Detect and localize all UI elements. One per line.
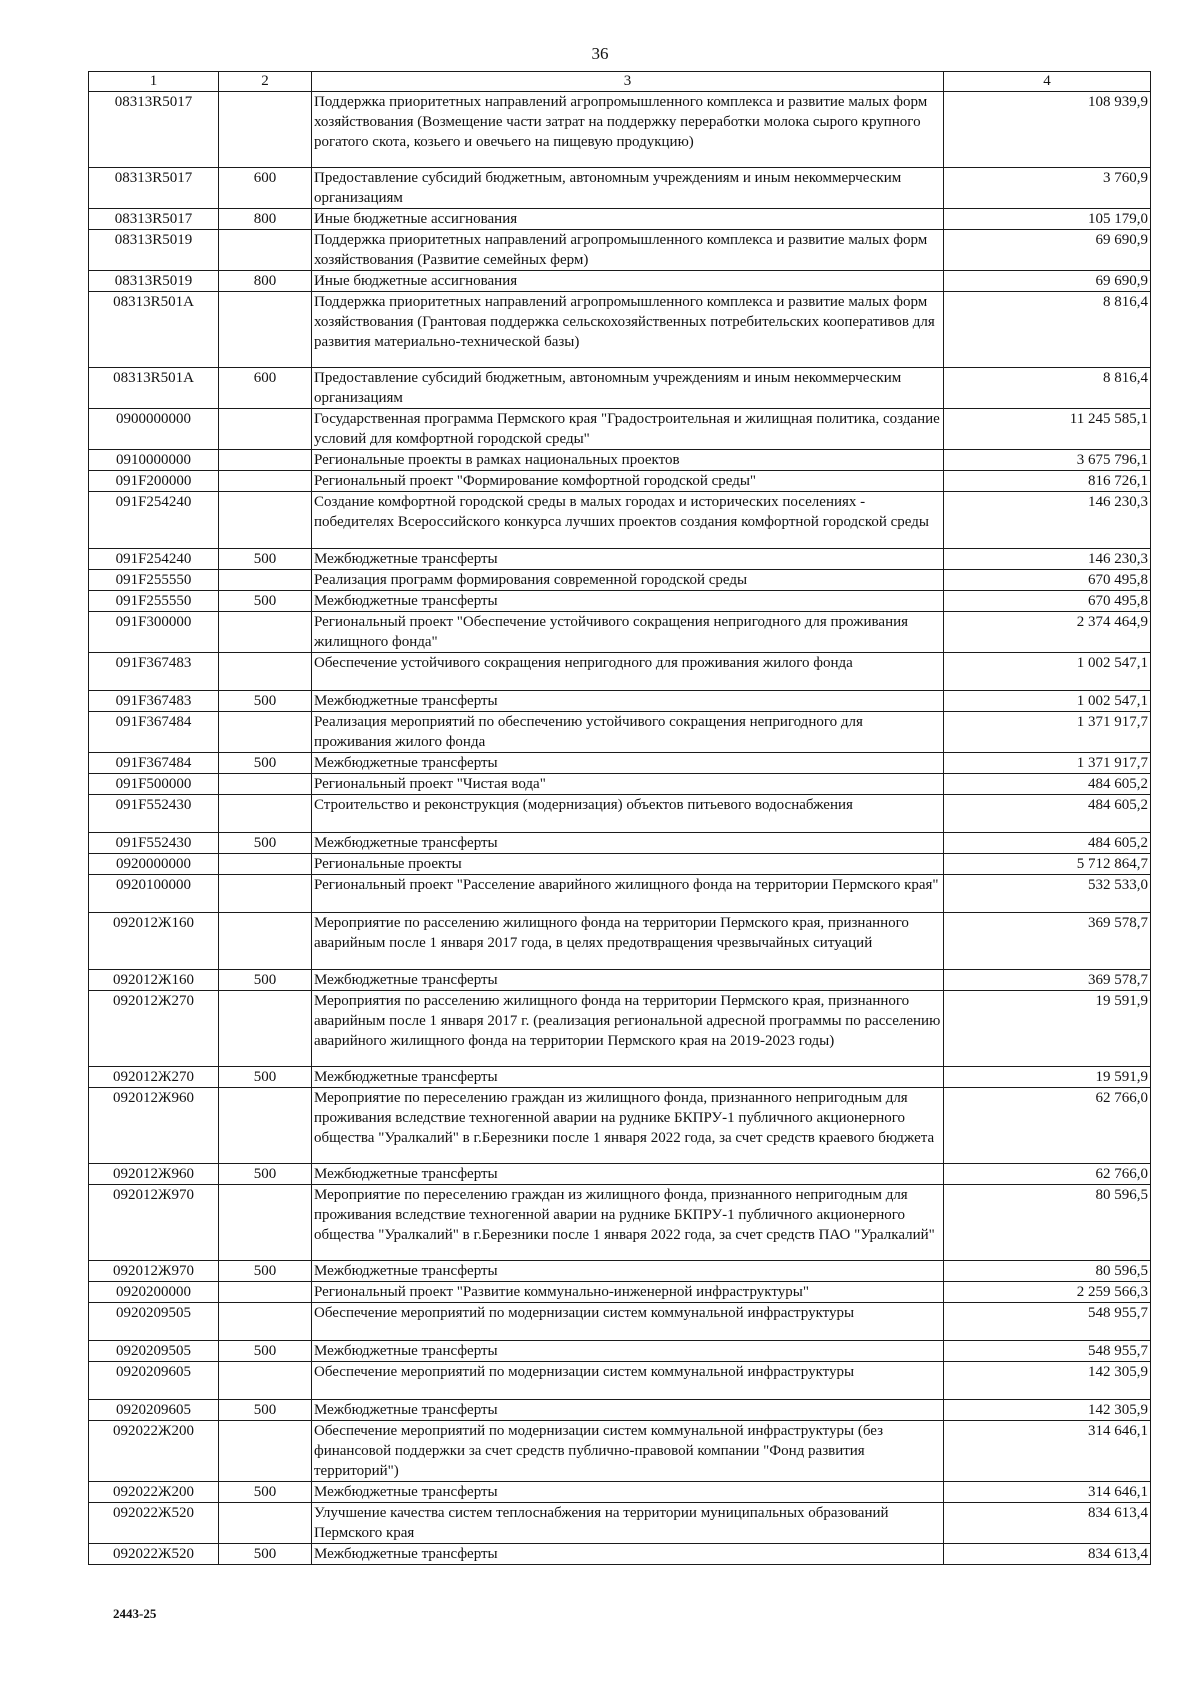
row-code-cell: 092012Ж970	[89, 1261, 219, 1282]
row-code-cell: 08313R5017	[89, 92, 219, 168]
row-code-cell: 08313R5017	[89, 209, 219, 230]
row-code-cell: 0920100000	[89, 875, 219, 913]
table-row	[89, 774, 1151, 795]
row-expense-type-cell	[219, 612, 312, 653]
row-expense-type-cell: 500	[219, 549, 312, 570]
row-code-cell: 092012Ж970	[89, 1185, 219, 1261]
table-row	[89, 1400, 1151, 1421]
table-row	[89, 450, 1151, 471]
row-name-cell: Региональный проект "Расселение аварийного жилищного фонда на территории Пермского края"	[312, 875, 944, 913]
row-expense-type-cell	[219, 991, 312, 1067]
row-amount-cell: 80 596,5	[944, 1261, 1151, 1282]
row-code-cell: 0910000000	[89, 450, 219, 471]
table-row	[89, 570, 1151, 591]
row-amount-cell: 146 230,3	[944, 549, 1151, 570]
row-code-cell: 091F255550	[89, 591, 219, 612]
row-amount-cell: 670 495,8	[944, 570, 1151, 591]
row-code-cell: 091F200000	[89, 471, 219, 492]
row-expense-type-cell	[219, 854, 312, 875]
row-name-cell: Региональные проекты в рамках национальных проектов	[312, 450, 944, 471]
row-code-cell: 08313R501A	[89, 368, 219, 409]
row-expense-type-cell: 500	[219, 970, 312, 991]
row-amount-cell: 670 495,8	[944, 591, 1151, 612]
row-code-cell: 092012Ж960	[89, 1164, 219, 1185]
table-row	[89, 471, 1151, 492]
table-row	[89, 271, 1151, 292]
row-expense-type-cell	[219, 1303, 312, 1341]
row-amount-cell: 314 646,1	[944, 1482, 1151, 1503]
row-name-cell: Государственная программа Пермского края "Градостроительная и жилищная политика, создание условий для комфортной городской среды"	[312, 409, 944, 450]
row-expense-type-cell: 500	[219, 591, 312, 612]
table-row	[89, 753, 1151, 774]
table-row	[89, 712, 1151, 753]
row-code-cell: 092012Ж270	[89, 991, 219, 1067]
table-row	[89, 612, 1151, 653]
row-expense-type-cell	[219, 492, 312, 549]
row-name-cell: Межбюджетные трансферты	[312, 1164, 944, 1185]
row-amount-cell: 2 259 566,3	[944, 1282, 1151, 1303]
row-expense-type-cell	[219, 795, 312, 833]
table-row	[89, 991, 1151, 1067]
row-amount-cell: 816 726,1	[944, 471, 1151, 492]
row-amount-cell: 11 245 585,1	[944, 409, 1151, 450]
table-row	[89, 549, 1151, 570]
row-name-cell: Предоставление субсидий бюджетным, автономным учреждениям и иным некоммерческим организациям	[312, 168, 944, 209]
row-expense-type-cell	[219, 471, 312, 492]
row-code-cell: 091F367484	[89, 753, 219, 774]
row-name-cell: Межбюджетные трансферты	[312, 1400, 944, 1421]
row-amount-cell: 5 712 864,7	[944, 854, 1151, 875]
row-amount-cell: 1 371 917,7	[944, 712, 1151, 753]
row-name-cell: Иные бюджетные ассигнования	[312, 209, 944, 230]
table-row	[89, 691, 1151, 712]
table-row	[89, 230, 1151, 271]
row-expense-type-cell	[219, 409, 312, 450]
row-amount-cell: 62 766,0	[944, 1088, 1151, 1164]
row-code-cell: 091F500000	[89, 774, 219, 795]
row-code-cell: 0920209505	[89, 1341, 219, 1362]
table-row	[89, 1261, 1151, 1282]
row-amount-cell: 108 939,9	[944, 92, 1151, 168]
row-code-cell: 091F255550	[89, 570, 219, 591]
row-amount-cell: 548 955,7	[944, 1341, 1151, 1362]
table-row	[89, 409, 1151, 450]
row-code-cell: 091F367483	[89, 653, 219, 691]
row-amount-cell: 19 591,9	[944, 1067, 1151, 1088]
row-name-cell: Межбюджетные трансферты	[312, 1341, 944, 1362]
row-name-cell: Межбюджетные трансферты	[312, 1067, 944, 1088]
budget-table	[88, 71, 1151, 1565]
row-name-cell: Мероприятие по переселению граждан из жилищного фонда, признанного непригодным для проживания вследствие техногенной аварии на руднике БКПРУ-1 публичного акционерного общества "Уралкалий" в г.Березники после 1 января 2022 года, за счет средств краевого бюджета	[312, 1088, 944, 1164]
row-name-cell: Региональный проект "Развитие коммунально-инженерной инфраструктуры"	[312, 1282, 944, 1303]
row-name-cell: Обеспечение мероприятий по модернизации систем коммунальной инфраструктуры	[312, 1362, 944, 1400]
row-expense-type-cell: 500	[219, 1544, 312, 1565]
row-code-cell: 08313R5019	[89, 230, 219, 271]
row-amount-cell: 62 766,0	[944, 1164, 1151, 1185]
row-expense-type-cell	[219, 875, 312, 913]
row-expense-type-cell: 500	[219, 833, 312, 854]
row-code-cell: 092022Ж200	[89, 1421, 219, 1482]
row-expense-type-cell	[219, 653, 312, 691]
row-code-cell: 0920000000	[89, 854, 219, 875]
row-name-cell: Реализация мероприятий по обеспечению устойчивого сокращения непригодного для проживания жилого фонда	[312, 712, 944, 753]
row-name-cell: Поддержка приоритетных направлений агропромышленного комплекса и развитие малых форм хозяйствования (Возмещение части затрат на поддержку переработки молока сырого крупного рогатого скота, козьего и овечьего на пищевую продукцию)	[312, 92, 944, 168]
row-name-cell: Мероприятие по переселению граждан из жилищного фонда, признанного непригодным для проживания вследствие техногенной аварии на руднике БКПРУ-1 публичного акционерного общества "Уралкалий" в г.Березники после 1 января 2022 года, за счет средств ПАО "Уралкалий"	[312, 1185, 944, 1261]
row-expense-type-cell	[219, 92, 312, 168]
row-code-cell: 0900000000	[89, 409, 219, 450]
row-expense-type-cell: 500	[219, 1067, 312, 1088]
row-expense-type-cell: 500	[219, 1164, 312, 1185]
table-row	[89, 492, 1151, 549]
row-amount-cell: 69 690,9	[944, 230, 1151, 271]
table-row	[89, 368, 1151, 409]
row-name-cell: Строительство и реконструкция (модернизация) объектов питьевого водоснабжения	[312, 795, 944, 833]
row-expense-type-cell: 500	[219, 1400, 312, 1421]
table-row	[89, 1067, 1151, 1088]
table-row	[89, 1362, 1151, 1400]
table-row	[89, 591, 1151, 612]
table-row	[89, 1341, 1151, 1362]
row-expense-type-cell: 600	[219, 168, 312, 209]
row-expense-type-cell	[219, 913, 312, 970]
row-code-cell: 08313R5019	[89, 271, 219, 292]
row-name-cell: Иные бюджетные ассигнования	[312, 271, 944, 292]
page-number: 36	[591, 44, 609, 63]
row-expense-type-cell	[219, 774, 312, 795]
row-expense-type-cell: 800	[219, 209, 312, 230]
row-code-cell: 08313R5017	[89, 168, 219, 209]
table-row	[89, 1164, 1151, 1185]
row-expense-type-cell: 500	[219, 1341, 312, 1362]
row-amount-cell: 8 816,4	[944, 292, 1151, 368]
row-code-cell: 091F367484	[89, 712, 219, 753]
row-code-cell: 092012Ж160	[89, 970, 219, 991]
table-row	[89, 1482, 1151, 1503]
row-expense-type-cell	[219, 1421, 312, 1482]
table-row	[89, 1185, 1151, 1261]
row-code-cell: 091F254240	[89, 492, 219, 549]
row-code-cell: 0920200000	[89, 1282, 219, 1303]
row-expense-type-cell	[219, 1282, 312, 1303]
row-amount-cell: 142 305,9	[944, 1362, 1151, 1400]
table-row	[89, 1282, 1151, 1303]
row-amount-cell: 484 605,2	[944, 795, 1151, 833]
row-amount-cell: 369 578,7	[944, 913, 1151, 970]
row-expense-type-cell: 500	[219, 1261, 312, 1282]
row-amount-cell: 1 002 547,1	[944, 691, 1151, 712]
row-name-cell: Межбюджетные трансферты	[312, 691, 944, 712]
row-amount-cell: 834 613,4	[944, 1544, 1151, 1565]
table-row	[89, 168, 1151, 209]
row-name-cell: Реализация программ формирования современной городской среды	[312, 570, 944, 591]
row-expense-type-cell	[219, 450, 312, 471]
row-code-cell: 0920209605	[89, 1400, 219, 1421]
row-expense-type-cell	[219, 292, 312, 368]
column-header-4: 4	[944, 72, 1151, 92]
row-expense-type-cell: 500	[219, 1482, 312, 1503]
table-row	[89, 92, 1151, 168]
row-name-cell: Улучшение качества систем теплоснабжения на территории муниципальных образований Пермского края	[312, 1503, 944, 1544]
row-expense-type-cell	[219, 1362, 312, 1400]
row-name-cell: Обеспечение устойчивого сокращения непригодного для проживания жилого фонда	[312, 653, 944, 691]
table-row	[89, 1544, 1151, 1565]
row-expense-type-cell	[219, 1185, 312, 1261]
table-row	[89, 1503, 1151, 1544]
row-name-cell: Межбюджетные трансферты	[312, 970, 944, 991]
row-name-cell: Межбюджетные трансферты	[312, 833, 944, 854]
row-amount-cell: 146 230,3	[944, 492, 1151, 549]
table-row	[89, 1088, 1151, 1164]
table-row	[89, 209, 1151, 230]
row-expense-type-cell: 500	[219, 691, 312, 712]
footer-document-code: 2443-25	[113, 1606, 157, 1621]
row-name-cell: Межбюджетные трансферты	[312, 1261, 944, 1282]
row-code-cell: 092012Ж160	[89, 913, 219, 970]
column-header-1: 1	[89, 72, 219, 92]
row-expense-type-cell: 800	[219, 271, 312, 292]
row-expense-type-cell	[219, 1088, 312, 1164]
row-name-cell: Мероприятие по расселению жилищного фонда на территории Пермского края, признанного аварийным после 1 января 2017 года, в целях предотвращения чрезвычайных ситуаций	[312, 913, 944, 970]
row-name-cell: Межбюджетные трансферты	[312, 549, 944, 570]
row-name-cell: Межбюджетные трансферты	[312, 591, 944, 612]
row-name-cell: Поддержка приоритетных направлений агропромышленного комплекса и развитие малых форм хозяйствования (Грантовая поддержка сельскохозяйственных потребительских кооперативов для развития материально-технической базы)	[312, 292, 944, 368]
row-code-cell: 091F552430	[89, 833, 219, 854]
table-row	[89, 854, 1151, 875]
row-amount-cell: 548 955,7	[944, 1303, 1151, 1341]
row-amount-cell: 142 305,9	[944, 1400, 1151, 1421]
table-row	[89, 833, 1151, 854]
row-name-cell: Межбюджетные трансферты	[312, 1482, 944, 1503]
row-name-cell: Региональный проект "Формирование комфортной городской среды"	[312, 471, 944, 492]
row-name-cell: Предоставление субсидий бюджетным, автономным учреждениям и иным некоммерческим организациям	[312, 368, 944, 409]
row-code-cell: 08313R501A	[89, 292, 219, 368]
row-name-cell: Обеспечение мероприятий по модернизации систем коммунальной инфраструктуры (без финансовой поддержки за счет средств публично-правовой компании "Фонд развития территорий")	[312, 1421, 944, 1482]
row-code-cell: 092022Ж520	[89, 1503, 219, 1544]
table-row	[89, 653, 1151, 691]
row-code-cell: 091F254240	[89, 549, 219, 570]
table-row	[89, 795, 1151, 833]
table-row	[89, 1421, 1151, 1482]
column-header-3: 3	[312, 72, 944, 92]
row-amount-cell: 314 646,1	[944, 1421, 1151, 1482]
row-expense-type-cell: 600	[219, 368, 312, 409]
table-row	[89, 913, 1151, 970]
row-amount-cell: 3 760,9	[944, 168, 1151, 209]
row-expense-type-cell	[219, 230, 312, 271]
row-amount-cell: 69 690,9	[944, 271, 1151, 292]
row-expense-type-cell: 500	[219, 753, 312, 774]
row-name-cell: Региональный проект "Обеспечение устойчивого сокращения непригодного для проживания жилищного фонда"	[312, 612, 944, 653]
table-row	[89, 875, 1151, 913]
row-code-cell: 0920209605	[89, 1362, 219, 1400]
row-name-cell: Поддержка приоритетных направлений агропромышленного комплекса и развитие малых форм хозяйствования (Развитие семейных ферм)	[312, 230, 944, 271]
row-code-cell: 0920209505	[89, 1303, 219, 1341]
row-code-cell: 091F367483	[89, 691, 219, 712]
row-code-cell: 092022Ж200	[89, 1482, 219, 1503]
row-amount-cell: 484 605,2	[944, 774, 1151, 795]
row-code-cell: 092022Ж520	[89, 1544, 219, 1565]
row-amount-cell: 3 675 796,1	[944, 450, 1151, 471]
row-code-cell: 092012Ж960	[89, 1088, 219, 1164]
row-name-cell: Региональный проект "Чистая вода"	[312, 774, 944, 795]
row-name-cell: Региональные проекты	[312, 854, 944, 875]
row-amount-cell: 8 816,4	[944, 368, 1151, 409]
row-name-cell: Межбюджетные трансферты	[312, 753, 944, 774]
row-expense-type-cell	[219, 712, 312, 753]
table-header-row	[89, 72, 1151, 92]
row-amount-cell: 105 179,0	[944, 209, 1151, 230]
row-name-cell: Обеспечение мероприятий по модернизации систем коммунальной инфраструктуры	[312, 1303, 944, 1341]
row-amount-cell: 80 596,5	[944, 1185, 1151, 1261]
row-name-cell: Мероприятия по расселению жилищного фонда на территории Пермского края, признанного аварийным после 1 января 2017 г. (реализация региональной адресной программы по расселению аварийного жилищного фонда на территории Пермского края на 2019-2023 годы)	[312, 991, 944, 1067]
row-amount-cell: 1 371 917,7	[944, 753, 1151, 774]
column-header-2: 2	[219, 72, 312, 92]
row-amount-cell: 19 591,9	[944, 991, 1151, 1067]
row-code-cell: 091F300000	[89, 612, 219, 653]
row-amount-cell: 484 605,2	[944, 833, 1151, 854]
row-amount-cell: 2 374 464,9	[944, 612, 1151, 653]
table-row	[89, 970, 1151, 991]
table-row	[89, 1303, 1151, 1341]
row-expense-type-cell	[219, 570, 312, 591]
row-amount-cell: 834 613,4	[944, 1503, 1151, 1544]
table-body	[89, 92, 1151, 1565]
row-amount-cell: 532 533,0	[944, 875, 1151, 913]
row-code-cell: 091F552430	[89, 795, 219, 833]
row-amount-cell: 1 002 547,1	[944, 653, 1151, 691]
table-row	[89, 292, 1151, 368]
row-expense-type-cell	[219, 1503, 312, 1544]
row-name-cell: Межбюджетные трансферты	[312, 1544, 944, 1565]
row-code-cell: 092012Ж270	[89, 1067, 219, 1088]
row-name-cell: Создание комфортной городской среды в малых городах и исторических поселениях - победителях Всероссийского конкурса лучших проектов создания комфортной городской среды	[312, 492, 944, 549]
row-amount-cell: 369 578,7	[944, 970, 1151, 991]
